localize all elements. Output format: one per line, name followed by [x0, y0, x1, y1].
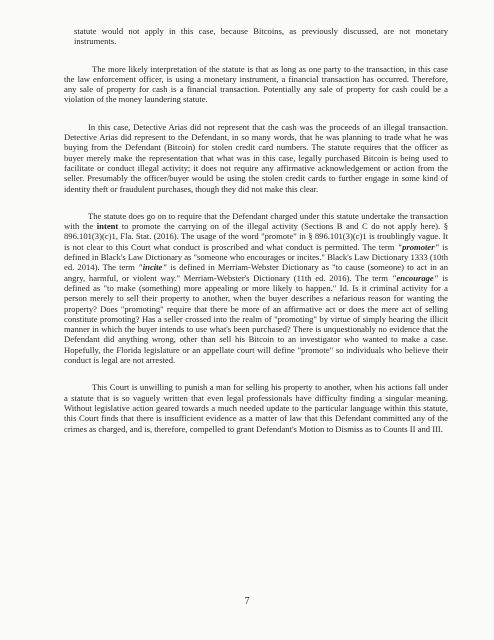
paragraph-4: [64, 211, 448, 365]
paragraph-3: In this case, Detective Arias did not represent that the cash was the proceeds of an illegal transaction. Detective Arias did represent to the Defendant, in so many words, that he was planning to trade what he was buying from the Defendant (Bitcoin) for stolen credit card numbers. The statute requires that the officer as buyer merely make the representation that what was in this case, legally purchased Bitcoin is being used to facilitate or conduct illegal activity; it does not require any affirmative acknowledgement or action from the seller. Presumably the officer/buyer would be using the stolen credit cards to further engage in some kind of identity theft or fraudulent purchases, though they did not make this clear.: [64, 121, 448, 194]
paragraph-4-text-d: is defined in Merriam-Webster Dictionary as "to cause (someone) to act in an angry, harmful, or violent way." Merriam-Webster's Dictionary (11th ed. 2016). The term: [64, 262, 449, 283]
incite-term: "incite": [138, 262, 168, 273]
paragraph-4-text-c: is defined in Black's Law Dictionary as "someone who encourages or incites." Black's Law Dictionary 1333 (10th ed. 2014). The term: [64, 241, 448, 273]
paragraph-4-text-a: The statute does go on to require that the Defendant charged under this statute undertake the transaction with the: [64, 210, 448, 232]
promoter-term: "promoter": [397, 241, 440, 252]
encourage-term: "encourage": [391, 272, 439, 283]
paragraph-5: This Court is unwilling to punish a man for selling his property to another, when his actions fall under a statute that is so vaguely written that even legal professionals have difficulty finding a singular meaning. Without legislative action geared towards a much needed update to the particular language within this statute, this Court finds that there is insufficient evidence as a matter of law that this Defendant committed any of the crimes as charged, and is, therefore, compelled to grant Defendant's Motion to Dismiss as to Counts II and III.: [64, 382, 448, 434]
paragraph-4-text-e: is defined as "to make (something) more appealing or more likely to happen." Id. Is it criminal activity for a person merely to sell their property to another, when the buyer describes a nefarious reason for wanting the property? Does "promoting" require that there be more of an affirmative act or does the mere act of selling constitute promoting? Has a seller crossed into the realm of "promoting" by virtue of simply hearing the illicit manner in which the buyer intends to use what's been purchased? There is unquestionably no evidence that the Defendant did anything wrong, other than sell his Bitcoin to an investigator who wanted to make a case. Hopefully, the Florida legislature or an appellate court will define "promote" so individuals who believe their conduct is legal are not arrested.: [64, 272, 448, 366]
page-number: 7: [244, 596, 250, 607]
paragraph-1: statute would not apply in this case, because Bitcoins, as previously discussed, are not monetary instruments.: [74, 26, 448, 47]
paragraph-2: The more likely interpretation of the statute is that as long as one party to the transaction, in this case the law enforcement officer, is using a monetary instrument, a financial transaction has occurred. Therefore, any sale of property for cash is a financial transaction. Potentially any sale of property for cash could be a violation of the money laundering statute.: [64, 63, 448, 105]
paragraph-4-text-b: to promote the carrying on of the illegal activity (Sections B and C do not apply here). § 896.101(3)(c)1, Fla. Stat. (2016). The usage of the word "promote" in § 896.101(3)(c)1 is troublingly vague. It is not clear to this Court what conduct is proscribed and what conduct is permitted. The term: [64, 221, 448, 252]
intent-term: intent: [96, 221, 119, 232]
